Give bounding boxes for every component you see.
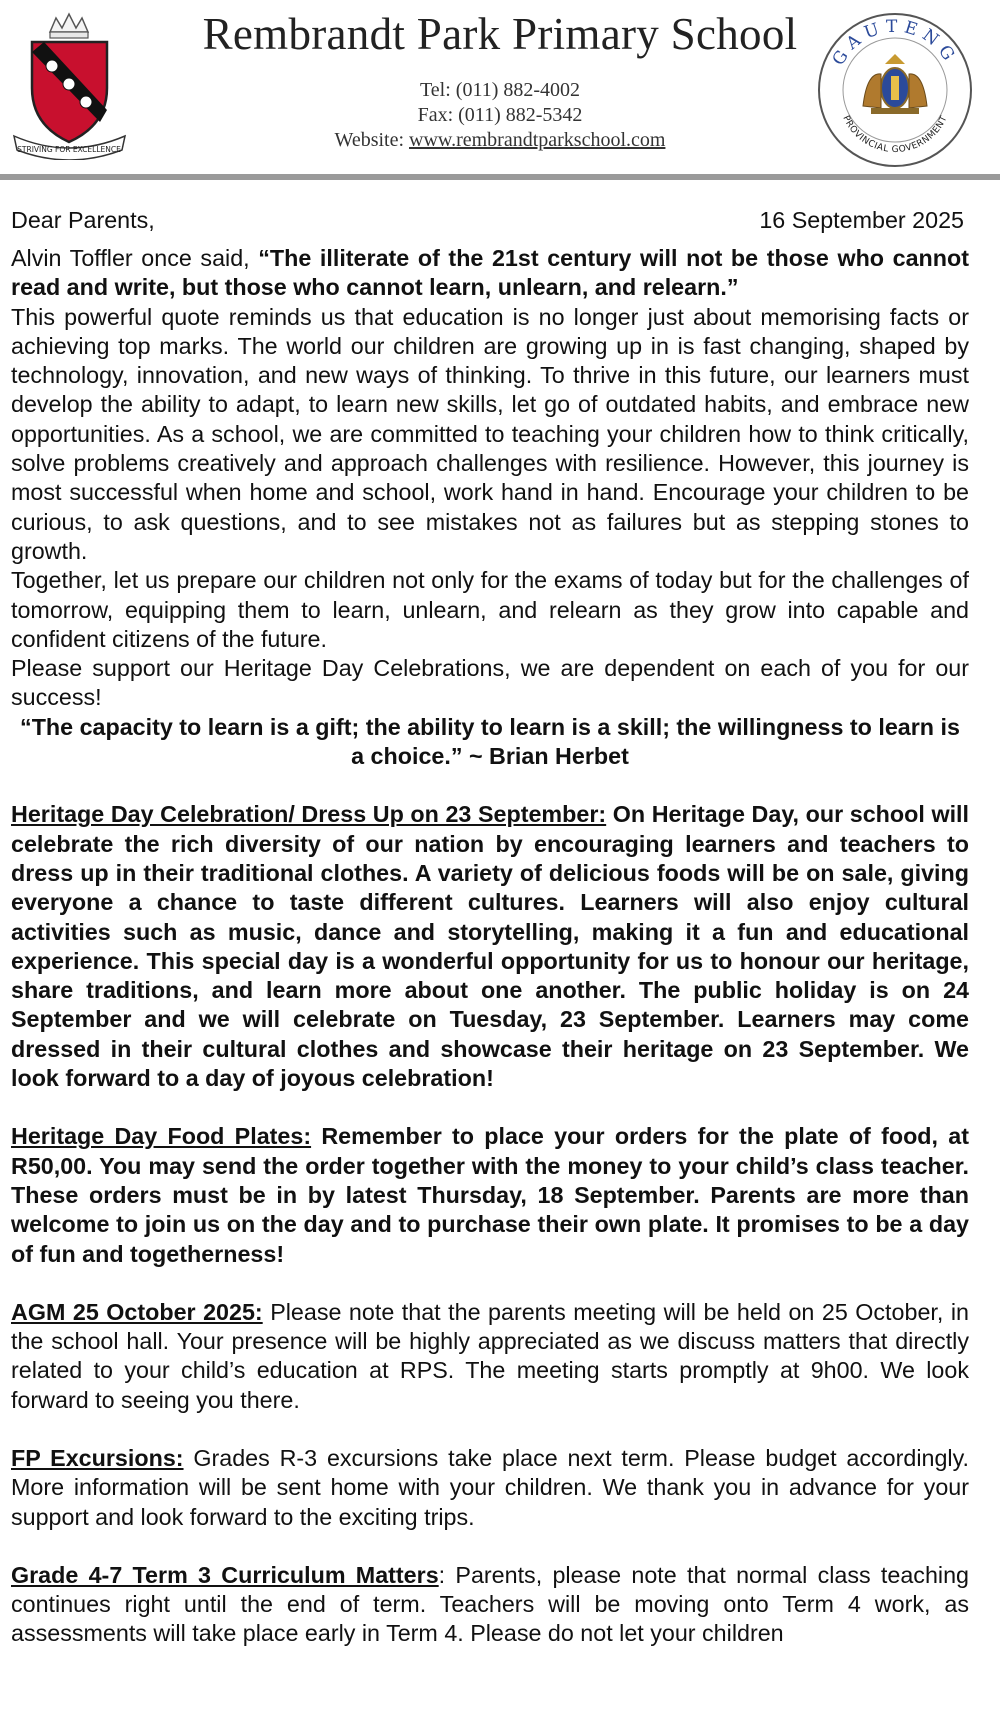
svg-text:GAUTENG: GAUTENG: [828, 16, 962, 70]
intro-paragraph: [11, 244, 969, 303]
section-food-plates: [11, 1122, 969, 1268]
section-body: Grades R-3 excursions take place next term. Please budget accordingly. More information will be sent home with your children. We thank you in advance for your support and look forward to the exciting trips.: [11, 1444, 969, 1530]
svg-text:STRIVING FOR EXCELLENCE: STRIVING FOR EXCELLENCE: [17, 145, 121, 154]
paragraph-support: Please support our Heritage Day Celebrations, we are dependent on each of you for our success!: [11, 655, 969, 711]
salutation: Dear Parents,: [11, 207, 155, 233]
website-link[interactable]: www.rembrandtparkschool.com: [409, 129, 666, 151]
spacer: [11, 1415, 969, 1444]
fax-number: Fax: (011) 882-5342: [417, 104, 583, 126]
website-label: Website:: [334, 129, 410, 151]
gauteng-seal-logo: [815, 10, 975, 170]
section-agm: [11, 1298, 969, 1415]
section-curriculum-matters: [11, 1561, 969, 1649]
telephone-number: Tel: (011) 882-4002: [419, 79, 581, 101]
spacer: [11, 1532, 969, 1561]
salutation-row: [11, 206, 969, 244]
header-divider: [0, 174, 1000, 180]
spacer: [11, 1093, 969, 1122]
paragraph-education: This powerful quote reminds us that education is no longer just about memorising facts or achieving top marks. The world our children are growing up in is fast changing, shaped by technology, innovation, and new ways of thinking. To thrive in this future, our learners must develop the ability to adapt, to learn new skills, let go of outdated habits, and embrace new opportunities. As a school, we are committed to teaching your children how to think critically, solve problems creatively and approach challenges with resilience. However, this journey is most successful when home and school, work hand in hand. Encourage your children to be curious, to ask questions, and to see mistakes not as failures but as stepping stones to growth.: [11, 303, 969, 564]
section-body: Please note that the parents meeting will be held on 25 October, in the school hall. Your presence will be highly appreciated as we discuss matters that directly related to your child’s education at RPS. The meeting starts promptly at 9h00. We look forward to seeing you there.: [11, 1298, 969, 1413]
section-body: Remember to place your orders for the plate of food, at R50,00. You may send the order together with the money to your child’s class teacher. These orders must be in by latest Thursday, 18 September. Parents are more than welcome to join us on the day and to purchase their own plate. It promises to be a day of fun and togetherness!: [11, 1123, 969, 1267]
intro-lead: Alvin Toffler once said,: [11, 245, 259, 271]
section-body: : Parents, please note that normal class teaching continues right until the end of term. Teachers will be moving onto Term 4 work, as assessments will take place early in Term 4. Please do not let your children: [11, 1561, 970, 1647]
section-heritage-day: [11, 800, 969, 1093]
paragraph-together: Together, let us prepare our children not only for the exams of today but for the challenges of tomorrow, equipping them to learn, unlearn, and relearn as they grow into capable and confident citizens of the future.: [11, 567, 969, 652]
letter-body: [11, 206, 969, 1649]
spacer: [11, 1269, 969, 1298]
svg-text:PROVINCIAL GOVERNMENT: PROVINCIAL GOVERNMENT: [840, 114, 950, 156]
closing-quote: “The capacity to learn is a gift; the ability to learn is a skill; the willingness to learn is a choice.” ~ Brian Herbet: [20, 713, 960, 770]
section-body: On Heritage Day, our school will celebrate the rich diversity of our nation by encouraging learners and teachers to dress up in their traditional clothes. A variety of delicious foods will be on sale, giving everyone a chance to taste different cultures. Learners will also enjoy cultural activities such as music, dance and storytelling, making it a fun and educational experience. This special day is a wonderful opportunity for us to honour our heritage, share traditions, and learn more about one another. The public holiday is on 24 September and we will celebrate on Tuesday, 23 September. Learners may come dressed in their cultural clothes and showcase their heritage on 23 September. We look forward to a day of joyous celebration!: [11, 801, 969, 1092]
section-heading: FP Excursions:: [11, 1444, 184, 1471]
section-fp-excursions: [11, 1444, 969, 1532]
spacer: [11, 771, 969, 800]
section-heading: AGM 25 October 2025:: [11, 1298, 263, 1325]
school-name: Rembrandt Park Primary School: [202, 9, 798, 59]
toffler-quote: “The illiterate of the 21st century will not be those who cannot read and write, but those who cannot learn, unlearn, and relearn.”: [11, 245, 969, 301]
section-heading: Grade 4-7 Term 3 Curriculum Matters: [11, 1561, 439, 1588]
letter-date: 16 September 2025: [759, 207, 964, 233]
section-heading: Heritage Day Celebration/ Dress Up on 23 September:: [11, 801, 607, 828]
section-heading: Heritage Day Food Plates:: [11, 1123, 312, 1150]
letterhead: [0, 0, 1000, 180]
